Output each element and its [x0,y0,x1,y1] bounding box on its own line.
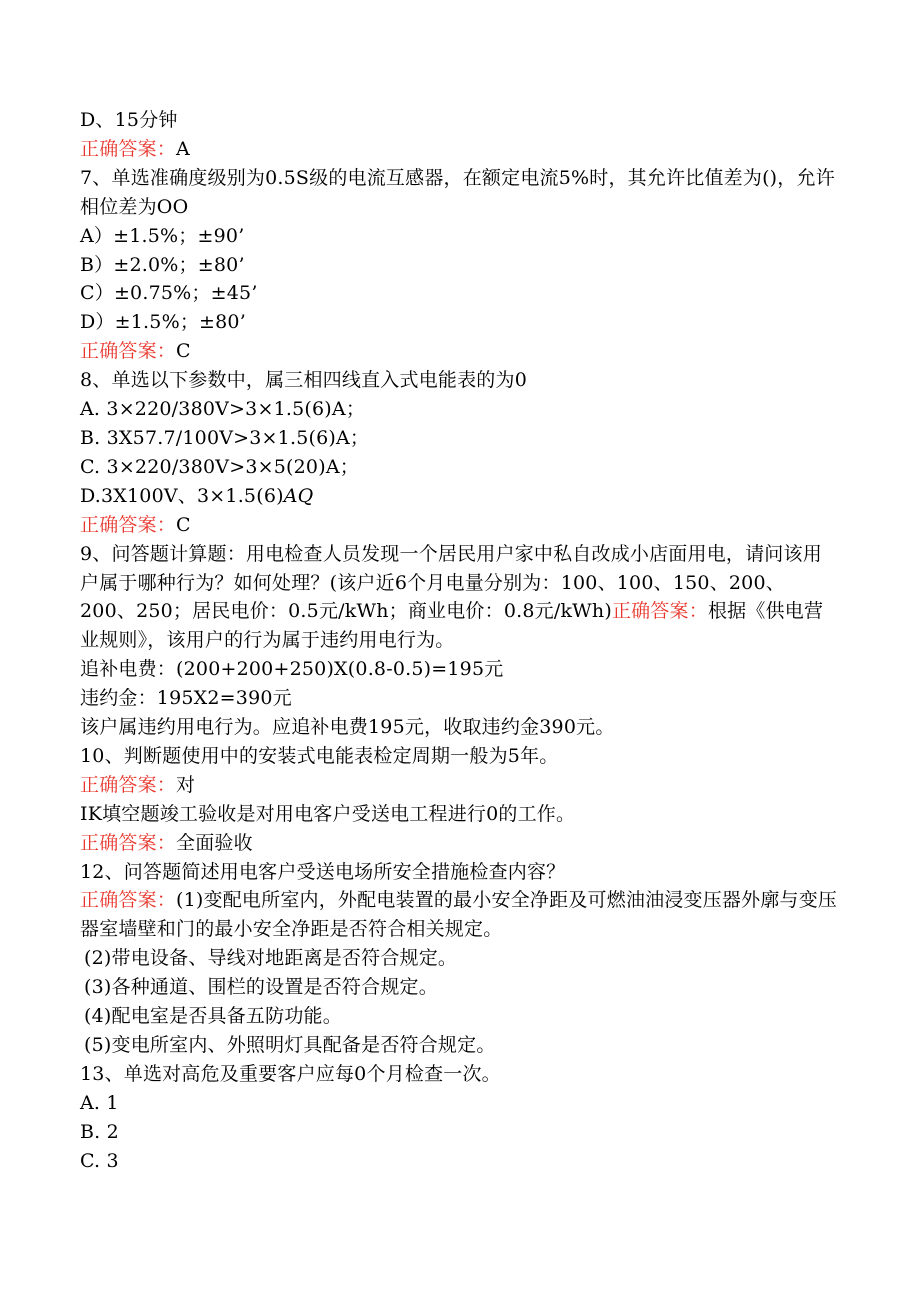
question-8-option-c: C. 3×220/380V>3×5(20)A； [80,455,359,478]
question-10-answer [80,771,840,800]
question-7: 7、单选准确度级别为0.5S级的电流互感器，在额定电流5%时，其允许比值差为()，允许相位差为OO [80,166,835,218]
question-12-answer-4: (4)配电室是否具备五防功能。 [84,1005,342,1028]
question-13: 13、单选对高危及重要客户应每0个月检查一次。 [80,1062,501,1085]
option-d: D、15分钟 [80,109,178,131]
answer-label: 正确答案： [611,600,708,623]
question-12-answer [80,886,840,944]
answer-value: (1)变配电所室内，外配电装置的最小安全净距及可燃油油浸变压器外廓与变压器室墙壁和门的最小安全净距是否符合相关规定。 [80,889,838,941]
question-8-option-d [80,482,840,511]
question-10: 10、判断题使用中的安装式电能表检定周期一般为5年。 [80,744,559,767]
question-9-calc-1: 追补电费：(200+200+250)X(0.8-0.5)=195元 [80,658,504,681]
answer-value: A [176,137,190,160]
question-8: 8、单选以下参数中，属三相四线直入式电能表的为0 [80,369,527,392]
answer-label: 正确答案： [80,831,177,854]
question-8-option-a: A. 3×220/380V>3×1.5(6)A； [80,398,366,421]
question-12-answer-2: (2)带电设备、导线对地距离是否符合规定。 [84,947,458,970]
question-7-option-c: C）±0.75%；±45’ [80,282,258,305]
answer-value: 全面验收 [176,831,253,854]
answer-label: 正确答案： [80,773,177,796]
question-11-answer [80,829,840,858]
option-d-text: D.3X100V、3×1.5(6) [80,484,284,507]
answer-label: 正确答案： [80,340,177,363]
question-13-option-c: C. 3 [80,1149,119,1172]
question-12: 12、问答题简述用电客户受送电场所安全措施检查内容？ [80,860,566,883]
question-9-text: 9、问答题计算题：用电检查人员发现一个居民用户家中私自改成小店面用电，请问该用户属于哪种行为？如何处理？(该户近6个月电量分别为：100、100、150、200、200、250；居民电价：0.5元/kWh；商业电价：0.8元/kWh) [80,542,822,623]
answer-value: C [176,513,191,536]
answer-label: 正确答案： [80,513,177,536]
question-7-answer [80,337,840,366]
question-11: IK填空题竣工验收是对用电客户受送电工程进行0的工作。 [80,802,576,825]
answer-label: 正确答案： [80,137,177,160]
question-9 [80,540,840,656]
answer-line [80,135,840,164]
question-7-option-a: A）±1.5%；±90’ [80,224,245,247]
question-13-option-a: A. 1 [80,1091,119,1114]
answer-value: 根据《供电营业规则》，该用户的行为属于违约用电行为。 [80,600,824,652]
question-7-option-b: B）±2.0%；±80’ [80,253,245,276]
question-8-option-b: B. 3X57.7/100V>3×1.5(6)A； [80,426,370,449]
question-9-calc-2: 违约金：195X2=390元 [80,687,292,710]
question-7-option-d: D）±1.5%；±80’ [80,311,246,334]
answer-value: C [176,340,191,363]
answer-label: 正确答案： [80,889,177,912]
question-12-answer-3: (3)各种通道、围栏的设置是否符合规定。 [84,976,438,999]
answer-value: 对 [176,773,196,796]
option-d-italic: AQ [283,484,314,507]
question-13-option-b: B. 2 [80,1120,119,1143]
document-page [80,106,840,1176]
question-12-answer-5: (5)变电所室内、外照明灯具配备是否符合规定。 [84,1034,496,1056]
question-8-answer [80,511,840,540]
question-9-conclusion: 该户属违约用电行为。应追补电费195元，收取违约金390元。 [80,716,615,739]
